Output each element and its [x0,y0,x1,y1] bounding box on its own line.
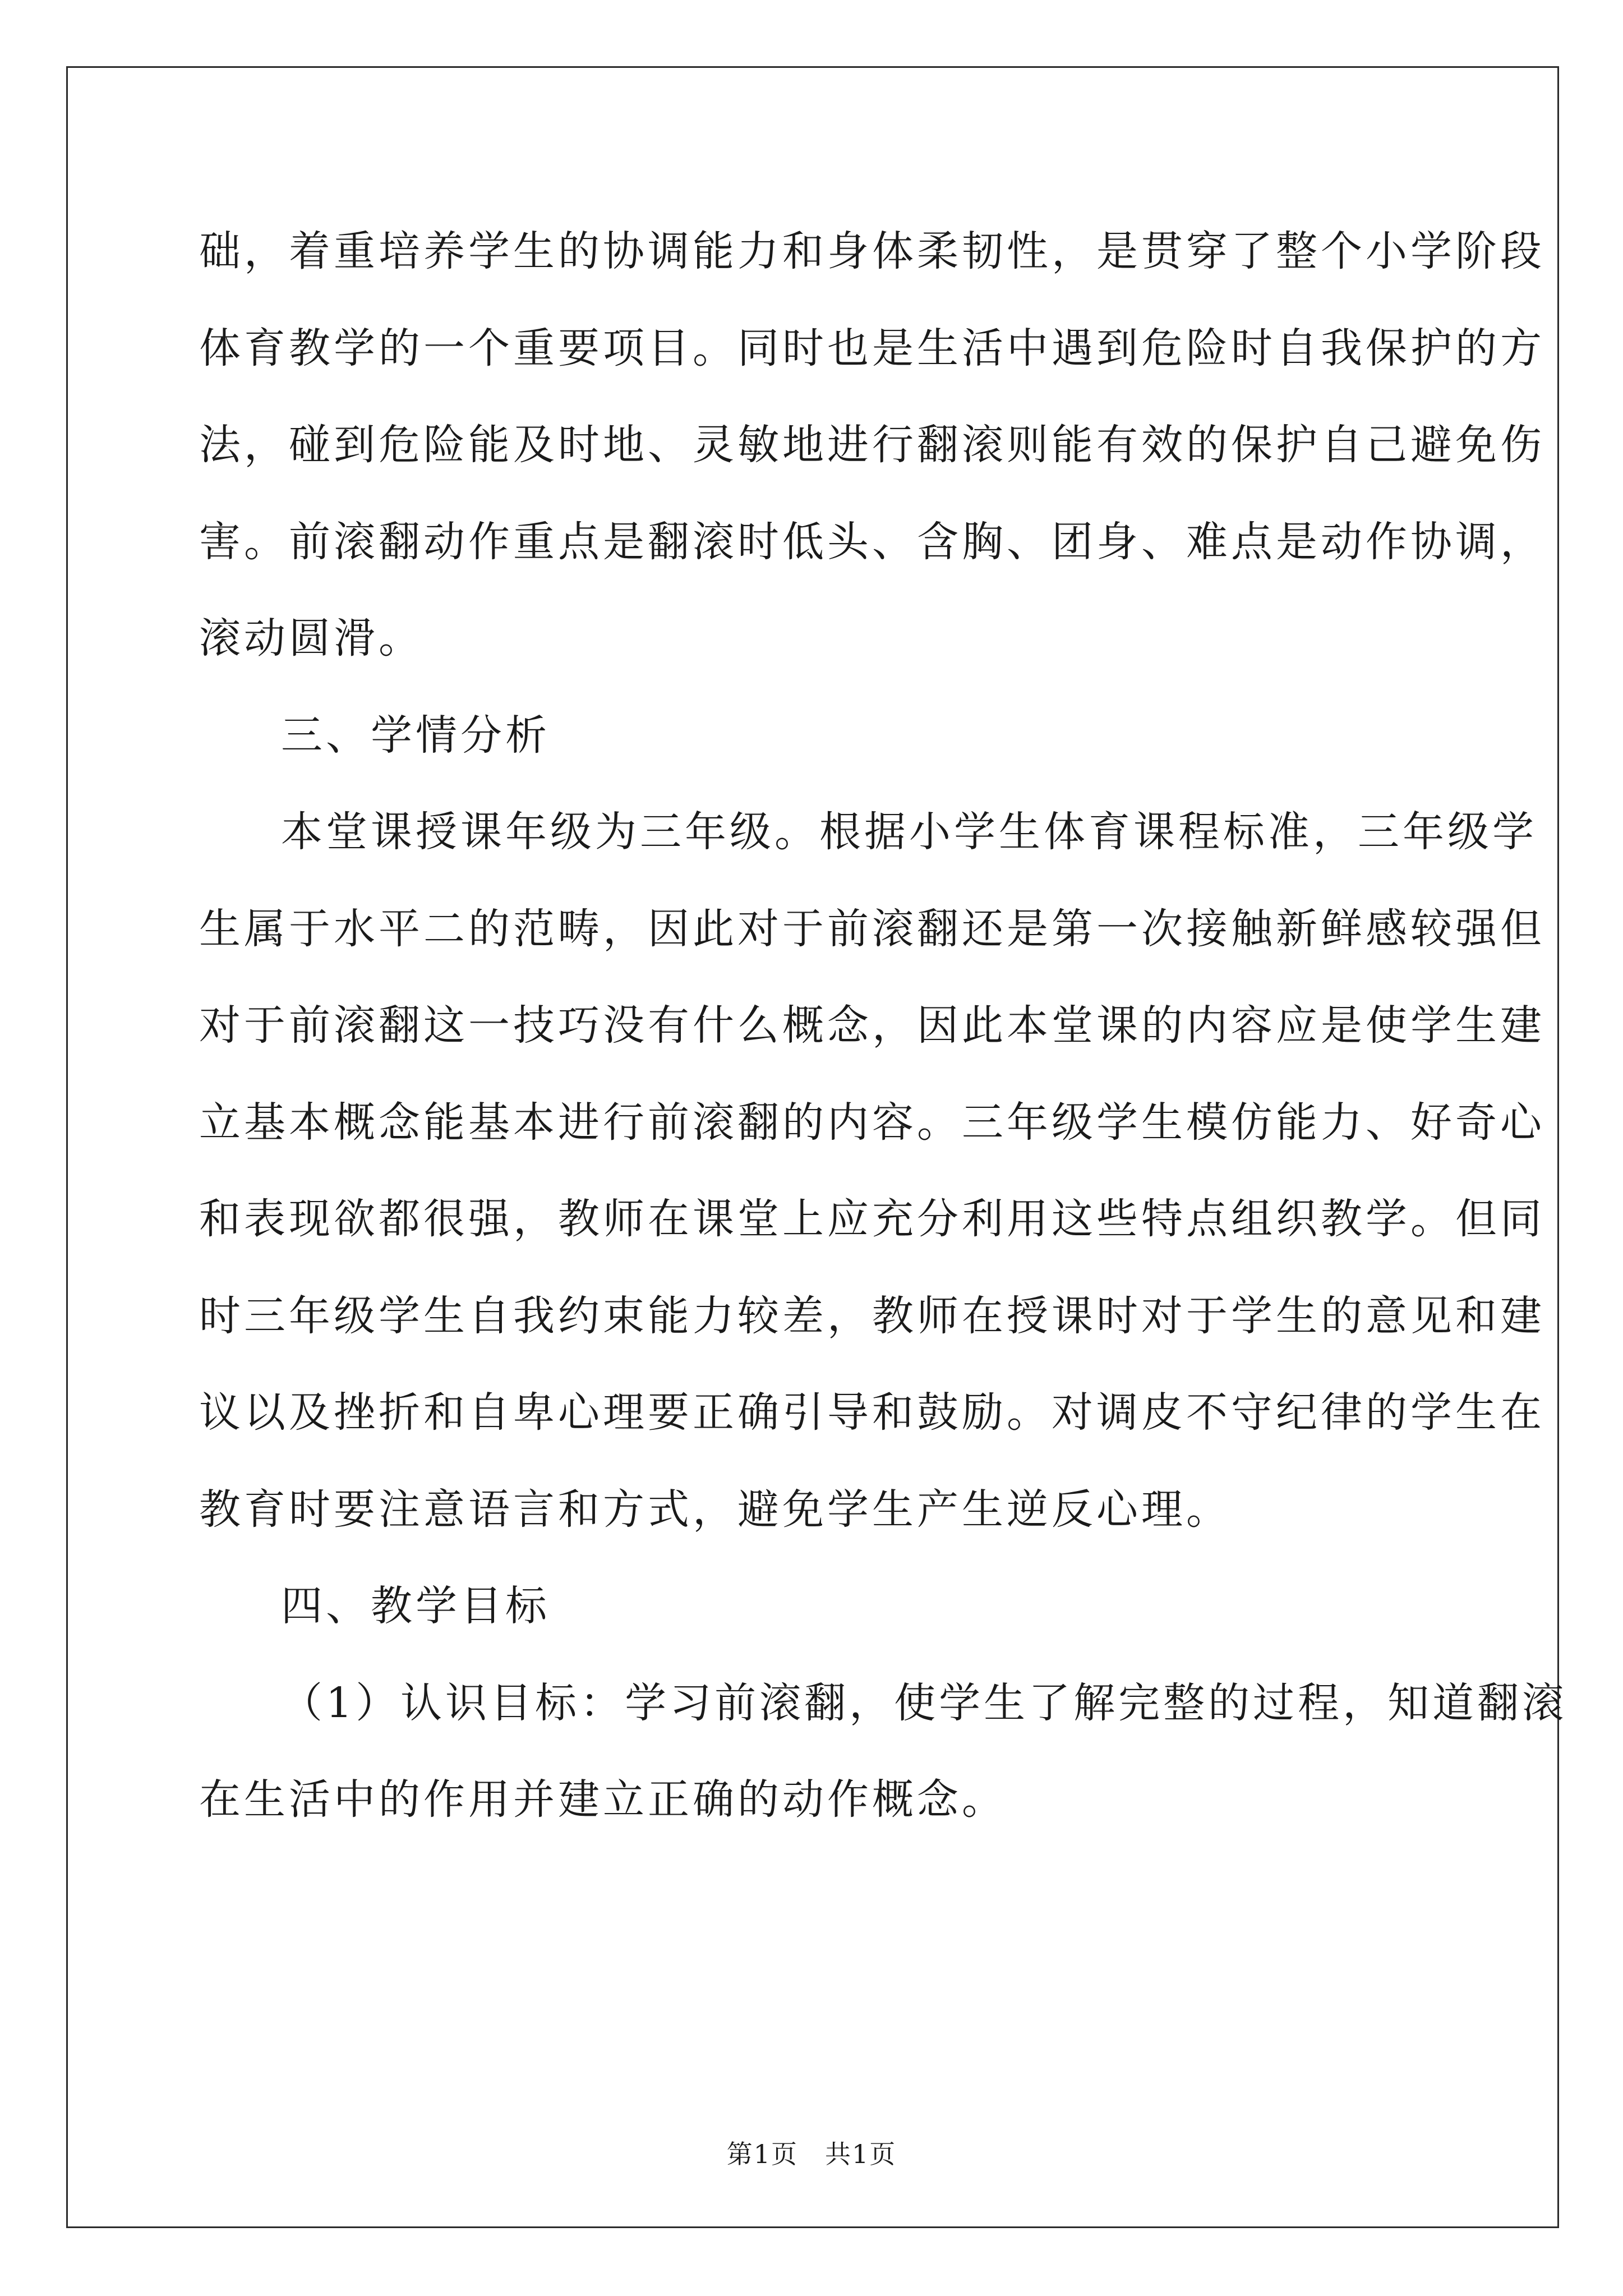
page-number-footer: 第1页 共1页 [726,2139,897,2169]
paragraph-line: 教育时要注意语言和方式，避免学生产生逆反心理。 [199,1485,1231,1534]
section-heading-student-analysis: 三、学情分析 [281,711,550,760]
paragraph-line: 立基本概念能基本进行前滚翻的内容。三年级学生模仿能力、好奇心 [199,1098,1545,1147]
paragraph-line: 在生活中的作用并建立正确的动作概念。 [199,1775,1007,1824]
paragraph-line: （1）认识目标：学习前滚翻，使学生了解完整的过程，知道翻滚 [281,1678,1567,1727]
paragraph-line: 础，着重培养学生的协调能力和身体柔韧性，是贯穿了整个小学阶段 [199,227,1545,275]
paragraph-line: 法，碰到危险能及时地、灵敏地进行翻滚则能有效的保护自己避免伤 [199,421,1545,469]
paragraph-line: 生属于水平二的范畴，因此对于前滚翻还是第一次接触新鲜感较强但 [199,904,1545,953]
paragraph-line: 对于前滚翻这一技巧没有什么概念，因此本堂课的内容应是使学生建 [199,1001,1545,1050]
paragraph-line: 本堂课授课年级为三年级。根据小学生体育课程标准，三年级学 [281,808,1537,856]
paragraph-line: 滚动圆滑。 [199,614,423,662]
paragraph-line: 时三年级学生自我约束能力较差，教师在授课时对于学生的意见和建 [199,1291,1545,1340]
document-body [199,223,1567,1869]
paragraph-line: 和表现欲都很强，教师在课堂上应充分利用这些特点组织教学。但同 [199,1195,1545,1243]
paragraph-line: 体育教学的一个重要项目。同时也是生活中遇到危险时自我保护的方 [199,324,1545,372]
paragraph-line: 害。前滚翻动作重点是翻滚时低头、含胸、团身、难点是动作协调， [199,517,1545,566]
section-heading-teaching-goals: 四、教学目标 [281,1582,550,1630]
paragraph-line: 议以及挫折和自卑心理要正确引导和鼓励。对调皮不守纪律的学生在 [199,1388,1545,1437]
